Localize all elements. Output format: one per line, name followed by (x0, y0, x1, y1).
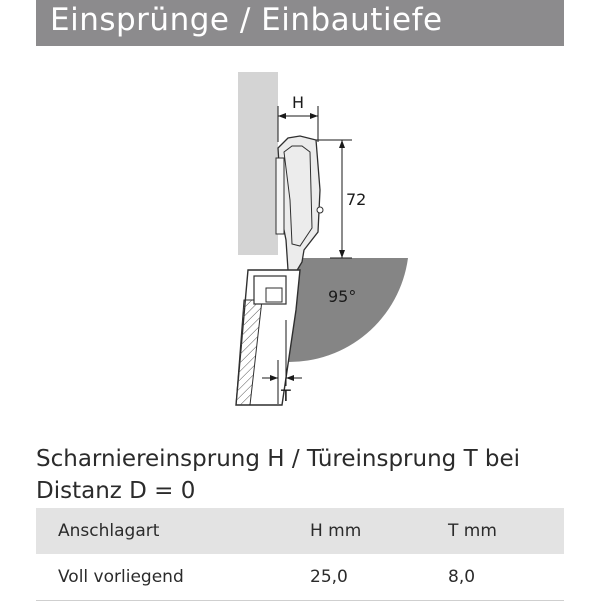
dim-t-arrow-right (286, 375, 294, 381)
table-header-row (36, 508, 564, 554)
column-header-t-mm: T mm (448, 508, 564, 554)
caption-line-1: Scharniereinsprung H / Türeinsprung T bei (36, 446, 521, 472)
mounting-plate (276, 158, 284, 234)
dim-h-arrow-right (310, 113, 318, 119)
cell-anschlagart: Voll vorliegend (36, 554, 310, 601)
page-title: Einsprünge / Einbautiefe (50, 2, 443, 38)
dim-72-arrow-top (339, 140, 345, 148)
cell-t-mm: 8,0 (448, 554, 564, 601)
cabinet-side-wall (238, 72, 278, 255)
caption-line-2: Distanz D = 0 (36, 478, 196, 504)
dim-h-arrow-left (278, 113, 286, 119)
spec-table (36, 508, 564, 601)
door-frame-inner (266, 288, 282, 302)
dim-h-label: H (292, 93, 305, 112)
hinge-screw (317, 207, 323, 213)
opening-sector (286, 258, 408, 362)
caption (36, 443, 564, 507)
angle-label: 95° (328, 287, 357, 306)
column-header-h-mm: H mm (310, 508, 448, 554)
dim-72-label: 72 (346, 190, 367, 209)
dim-t-label: T (281, 386, 291, 405)
dim-72-arrow-bottom (339, 250, 345, 258)
cell-h-mm: 25,0 (310, 554, 448, 601)
column-header-anschlagart: Anschlagart (36, 508, 310, 554)
table-row (36, 554, 564, 601)
